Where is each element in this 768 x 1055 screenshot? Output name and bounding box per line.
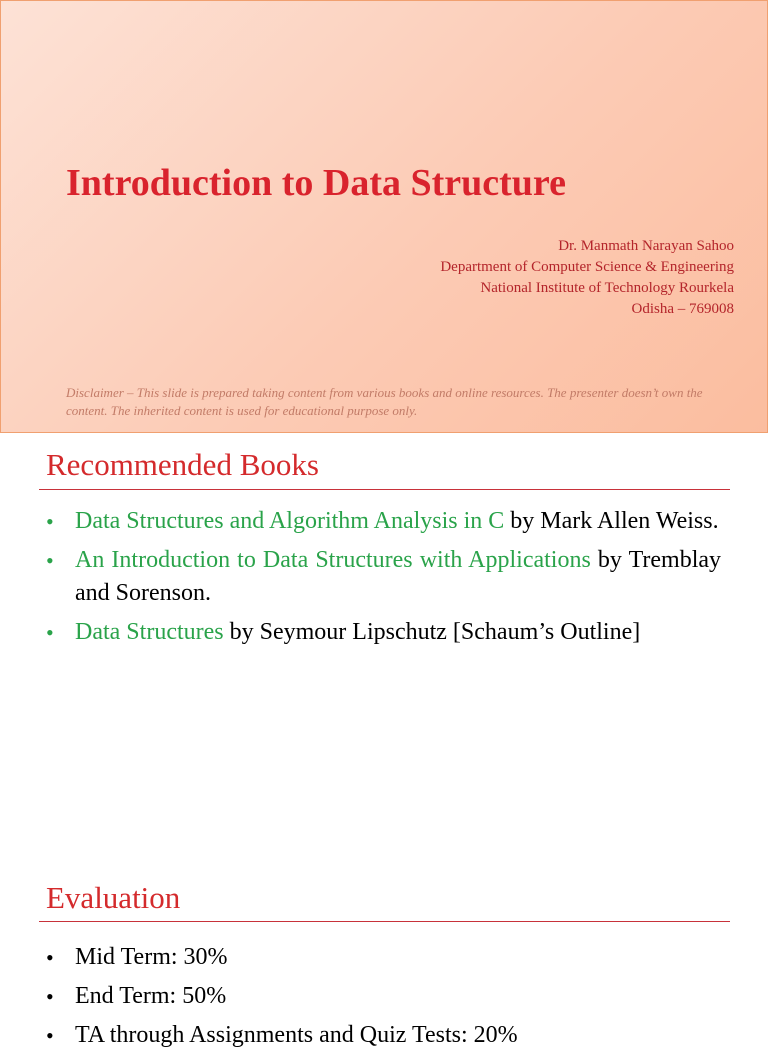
book-author: by Mark Allen Weiss. [504,508,719,534]
list-item [46,616,721,649]
disclaimer: Disclaimer – This slide is prepared taking content from various books and online resources. The presenter doesn’t own the content. The inherited content is used for educational purpose only. [66,385,703,418]
evaluation-item-text: TA through Assignments and Quiz Tests: 20% [75,1022,518,1048]
author-institute: National Institute of Technology Rourkela [480,280,734,296]
bullet-icon: • [46,1023,54,1048]
book-list [46,505,721,655]
author-address: Odisha – 769008 [631,301,734,317]
recommended-books-heading: Recommended Books [46,447,319,482]
list-item [46,938,721,977]
list-item [46,977,721,1016]
evaluation-item-text: End Term: 50% [75,983,227,1009]
bullet-icon: • [46,984,54,1009]
book-title: Data Structures [75,619,224,645]
evaluation-list [46,938,721,1055]
list-item [46,505,721,538]
slide-title: Introduction to Data Structure [66,162,566,204]
bullet-icon: • [46,509,54,534]
book-author: by Tremblay and Sorenson. [75,547,722,606]
bullet-icon: • [46,620,54,645]
book-title: Data Structures and Algorithm Analysis in C [75,508,505,534]
heading-divider [39,489,730,490]
book-title: An Introduction to Data Structures with Applications [75,547,591,573]
author-department: Department of Computer Science & Engineering [440,259,734,275]
author-block [440,236,734,320]
author-name: Dr. Manmath Narayan Sahoo [558,238,734,254]
evaluation-item-text: Mid Term: 30% [75,944,228,970]
evaluation-heading: Evaluation [46,880,181,915]
book-author: by Seymour Lipschutz [Schaum’s Outline] [223,619,641,645]
title-slide [0,0,768,433]
bullet-icon: • [46,548,54,573]
list-item [46,1016,721,1055]
list-item [46,544,721,610]
bullet-icon: • [46,945,54,970]
heading-divider [39,921,730,922]
